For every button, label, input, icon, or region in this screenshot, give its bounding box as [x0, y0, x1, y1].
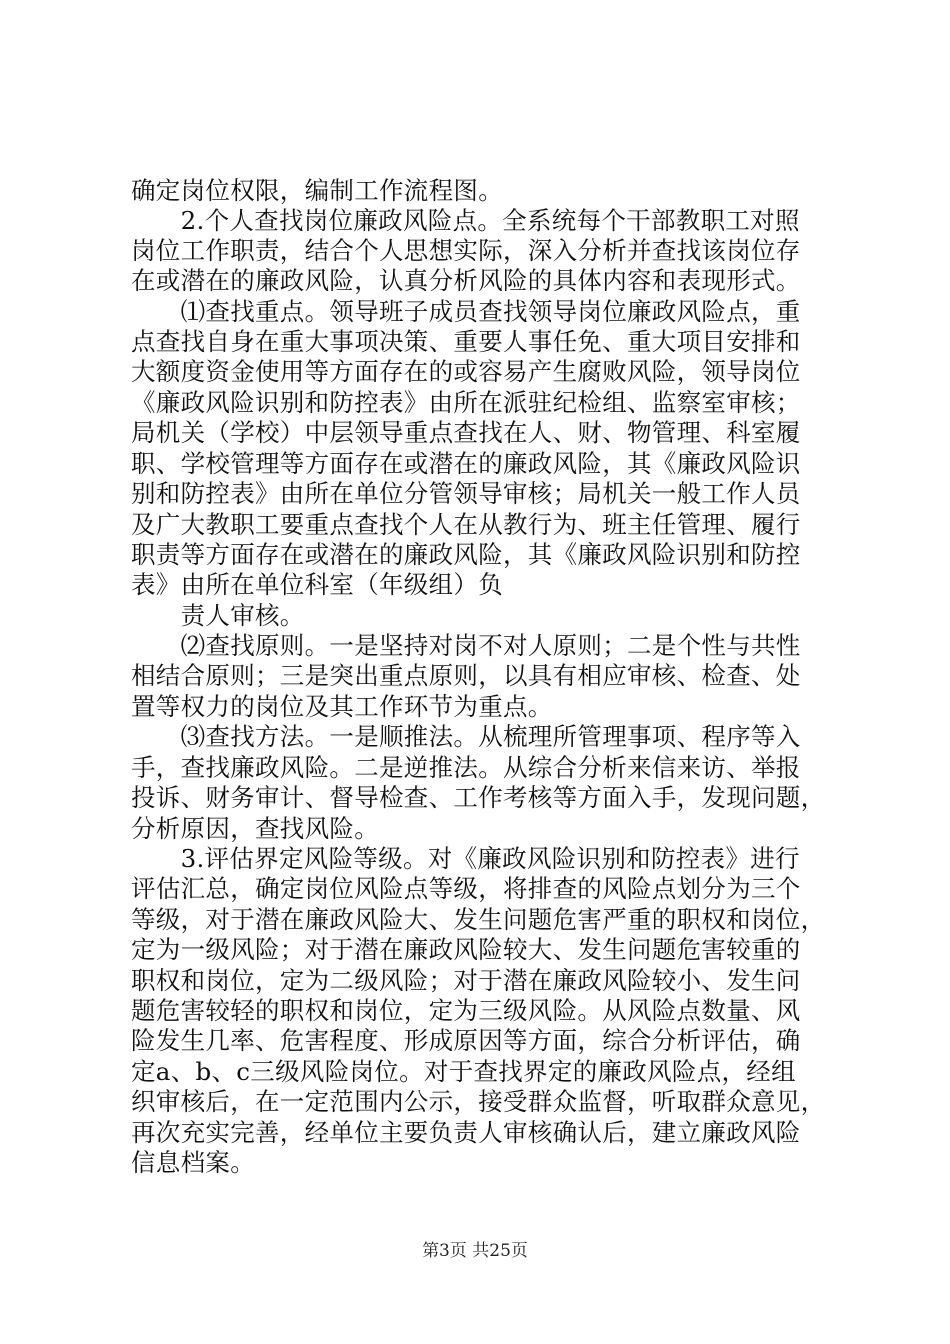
body-text-line: 手，查找廉政风险。二是逆推法。从综合分析来信来访、举报 — [131, 753, 801, 782]
body-text-line: 职、学校管理等方面存在或潜在的廉政风险，其《廉政风险识 — [131, 449, 801, 478]
body-text-line: 岗位工作职责，结合个人思想实际，深入分析并查找该岗位存 — [131, 236, 801, 265]
body-text-line: 分析原因，查找风险。 — [131, 814, 379, 843]
body-text-line: 相结合原则；三是突出重点原则，以具有相应审核、检查、处 — [131, 661, 801, 690]
body-text-line: 及广大教职工要重点查找个人在从教行为、班主任管理、履行 — [131, 510, 801, 539]
body-text-line: 定a、b、c三级风险岗位。对于查找界定的廉政风险点，经组 — [131, 1057, 796, 1086]
body-text-line: 等级，对于潜在廉政风险大、发生问题危害严重的职权和岗位， — [131, 905, 826, 934]
body-text-line: 险发生几率、危害程度、形成原因等方面，综合分析评估，确 — [131, 1026, 801, 1055]
body-text-line: 责人审核。 — [131, 601, 305, 630]
body-text-line: 职权和岗位，定为二级风险；对于潜在廉政风险较小、发生问 — [131, 966, 801, 995]
body-text-line: 置等权力的岗位及其工作环节为重点。 — [131, 692, 553, 721]
body-text-line: 织审核后，在一定范围内公示，接受群众监督，听取群众意见， — [131, 1087, 826, 1116]
body-text-line: 别和防控表》由所在单位分管领导审核；局机关一般工作人员 — [131, 479, 801, 508]
body-text-line: 大额度资金使用等方面存在的或容易产生腐败风险，领导岗位 — [131, 357, 801, 386]
body-text-line: ⑴查找重点。领导班子成员查找领导岗位廉政风险点，重 — [131, 297, 801, 326]
body-text-line: 再次充实完善，经单位主要负责人审核确认后，建立廉政风险 — [131, 1118, 801, 1147]
body-text-line: 《廉政风险识别和防控表》由所在派驻纪检组、监察室审核； — [131, 388, 801, 417]
body-text-line: 2.个人查找岗位廉政风险点。全系统每个干部教职工对照 — [131, 206, 800, 235]
body-text-line: 题危害较轻的职权和岗位，定为三级风险。从风险点数量、风 — [131, 996, 801, 1025]
body-text-line: 点查找自身在重大事项决策、重要人事任免、重大项目安排和 — [131, 327, 801, 356]
body-text-line: 局机关（学校）中层领导重点查找在人、财、物管理、科室履 — [131, 418, 801, 447]
body-text-line: ⑵查找原则。一是坚持对岗不对人原则；二是个性与共性 — [131, 631, 801, 660]
page-number-footer: 第3页 共25页 — [422, 1241, 528, 1261]
body-text-line: 表》由所在单位科室（年级组）负 — [131, 570, 503, 599]
body-text-line: 确定岗位权限，编制工作流程图。 — [131, 176, 503, 205]
body-text-line: ⑶查找方法。一是顺推法。从梳理所管理事项、程序等入 — [131, 722, 801, 751]
body-text-line: 评估汇总，确定岗位风险点等级，将排查的风险点划分为三个 — [131, 874, 801, 903]
body-text-line: 职责等方面存在或潜在的廉政风险，其《廉政风险识别和防控 — [131, 540, 801, 569]
body-text-line: 定为一级风险；对于潜在廉政风险较大、发生问题危害较重的 — [131, 935, 801, 964]
body-text-line: 信息档案。 — [131, 1148, 255, 1177]
body-text-line: 投诉、财务审计、督导检查、工作考核等方面入手，发现问题， — [131, 783, 826, 812]
body-text-line: 在或潜在的廉政风险，认真分析风险的具体内容和表现形式。 — [131, 266, 801, 295]
body-text-line: 3.评估界定风险等级。对《廉政风险识别和防控表》进行 — [131, 844, 800, 873]
